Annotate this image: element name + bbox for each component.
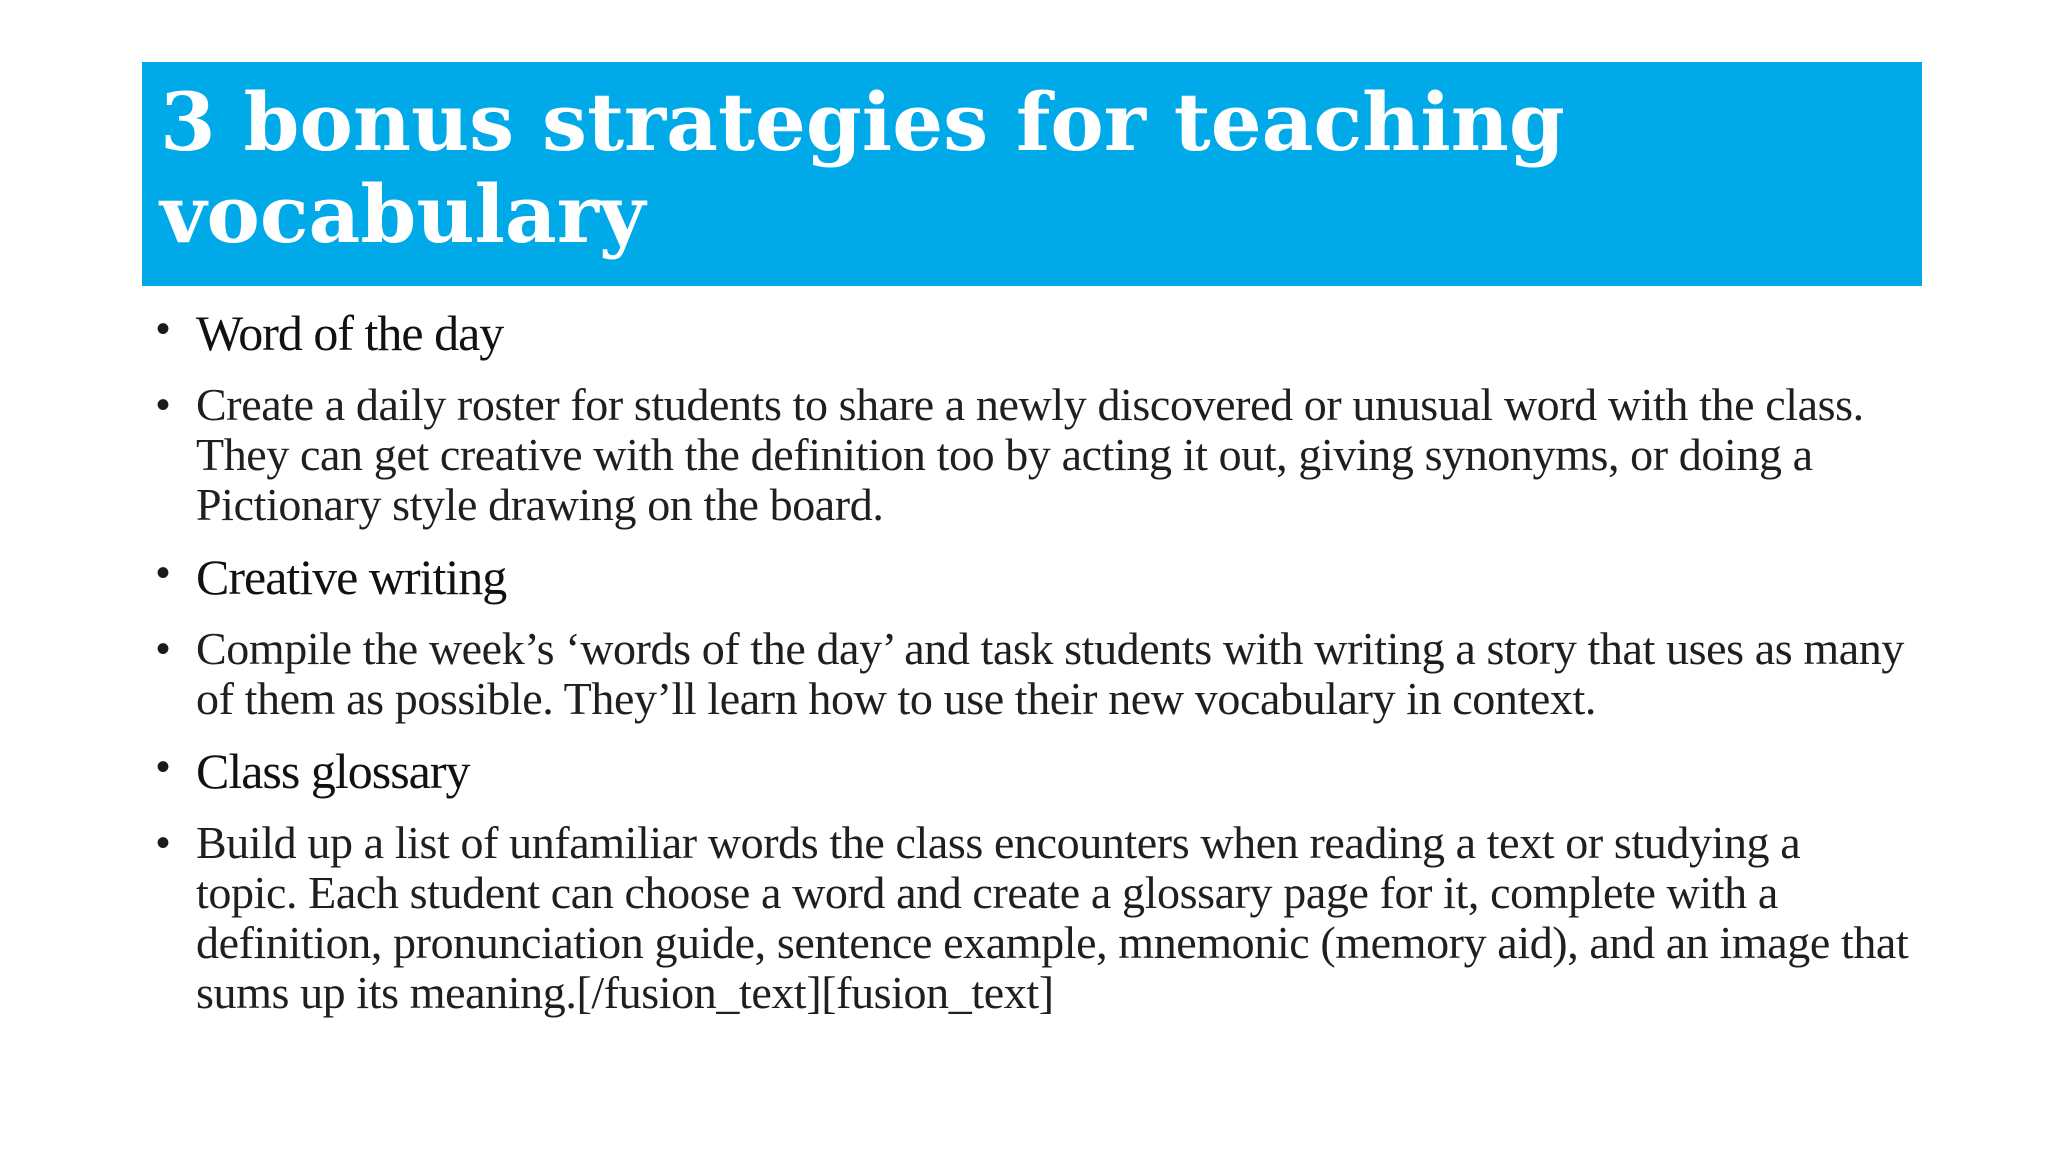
bullet-dot-icon: • [156,551,171,595]
bullet-heading-word-of-the-day [150,304,1910,362]
bullet-body-text: Compile the week’s ‘words of the day’ and task students with writing a story that uses as many of them as possible. They’ll learn how to use their new vocabulary in context. [196,623,1904,724]
slide-title: 3 bonus strategies for teaching vocabulary [160,75,1565,261]
bullet-heading-text: Class glossary [196,743,470,799]
bullet-body-creative-writing [150,624,1910,724]
bullet-body-word-of-the-day [150,380,1910,530]
bullet-list [150,304,1910,1036]
bullet-heading-text: Creative writing [196,549,507,605]
bullet-dot-icon: • [156,821,171,865]
bullet-dot-icon: • [156,745,171,789]
bullet-heading-creative-writing [150,548,1910,606]
bullet-dot-icon: • [156,307,171,351]
bullet-heading-text: Word of the day [196,305,504,361]
title-banner [142,62,1922,286]
bullet-dot-icon: • [156,627,171,671]
bullet-body-text: Create a daily roster for students to share a newly discovered or unusual word with the class. They can get creative with the definition too by acting it out, giving synonyms, or doing a Pictionary style drawing on the board. [196,379,1864,530]
bullet-dot-icon: • [156,383,171,427]
bullet-body-text: Build up a list of unfamiliar words the class encounters when reading a text or studying a topic. Each student can choose a word and create a glossary page for it, complete with a definition, pronunciation guide, sentence example, mnemonic (memory aid), and an image that sums up its meaning.[/fusion_text][fusion_text] [196,817,1909,1018]
bullet-body-class-glossary [150,818,1910,1018]
bullet-heading-class-glossary [150,742,1910,800]
